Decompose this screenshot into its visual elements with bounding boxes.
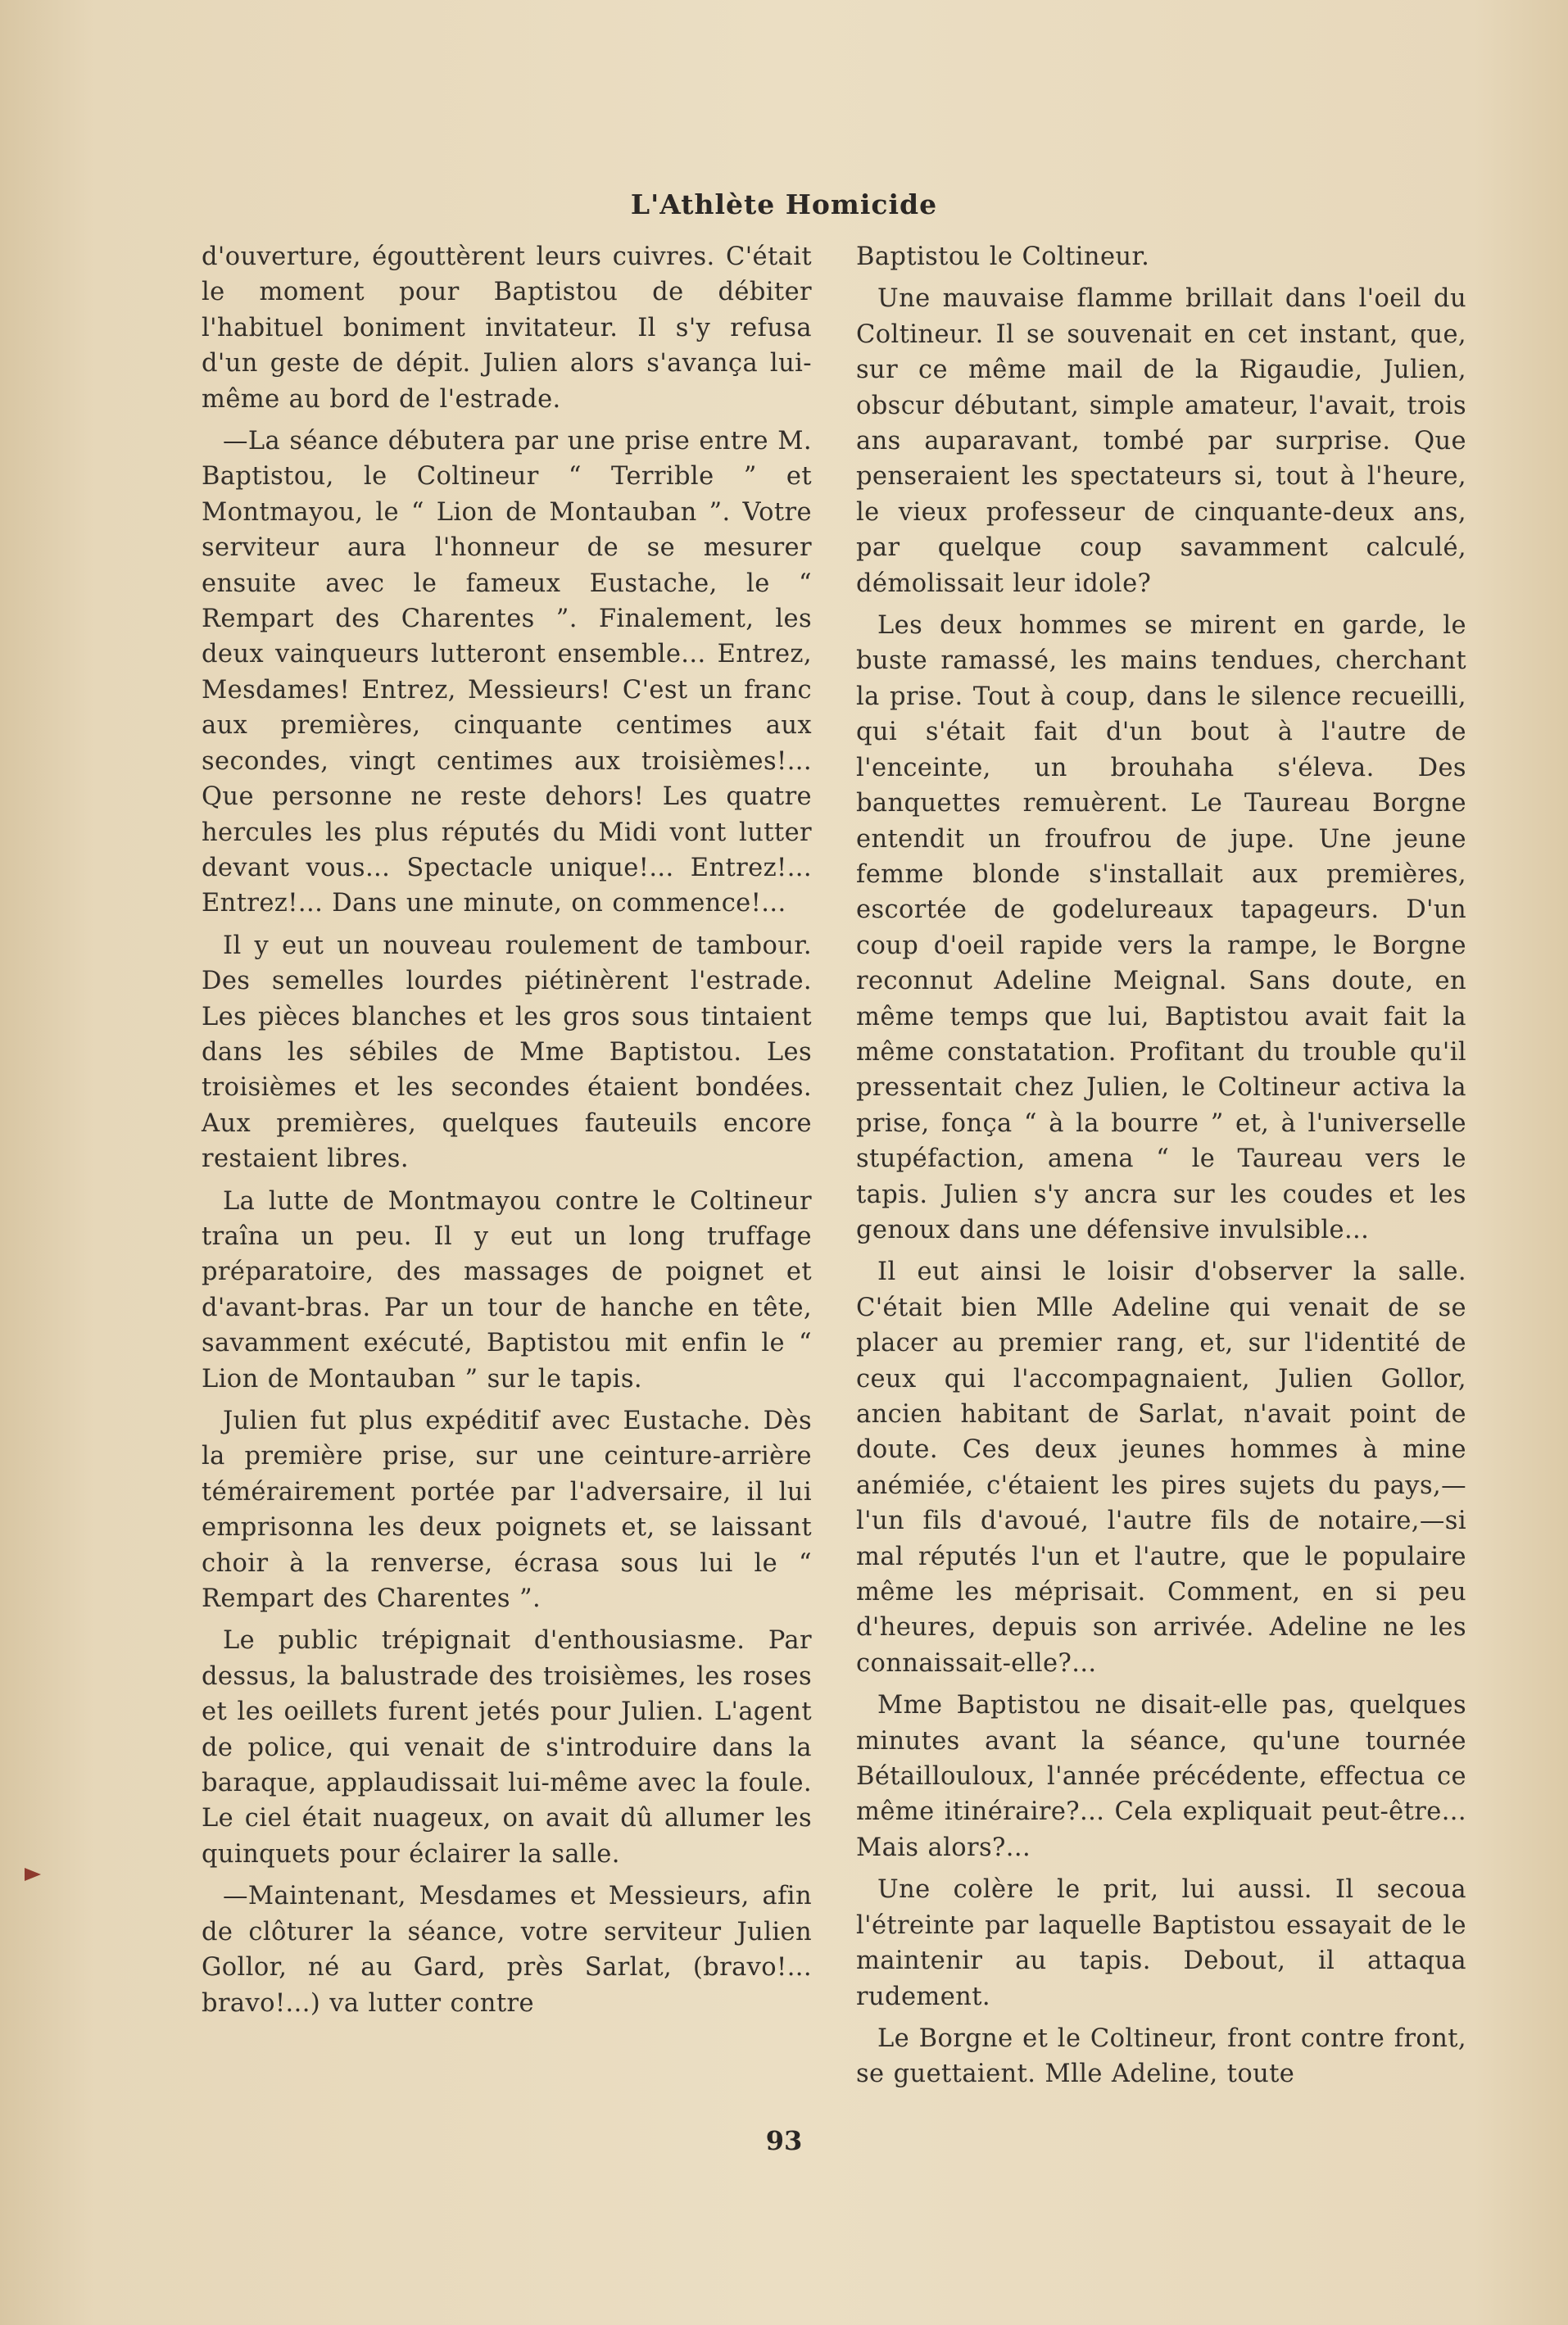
left-column [202, 239, 812, 2028]
paragraph: Les deux hommes se mirent en garde, le buste ramassé, les mains tendues, cherchant la prise. Tout à coup, dans le silence recueilli, qui s'était fait d'un bout à l'autre de l'enceinte, un brouhaha s'éleva. Des banquettes remuèrent. Le Taureau Borgne entendit un froufrou de jupe. Une jeune femme blonde s'installait aux premières, escortée de godelureaux tapageurs. D'un coup d'oeil rapide vers la rampe, le Borgne reconnut Adeline Meignal. Sans doute, en même temps que lui, Baptistou avait fait la même constatation. Profitant du trouble qu'il pressentait chez Julien, le Coltineur activa la prise, fonça “ à la bourre ” et, à l'universelle stupéfaction, amena “ le Taureau vers le tapis. Julien s'y ancra sur les coudes et les genoux dans une défensive invulsible... [856, 611, 1466, 1244]
paragraph: Mme Baptistou ne disait-elle pas, quelques minutes avant la séance, qu'une tournée Bétaillouloux, l'année précédente, effectua ce même itinéraire?... Cela expliquait peut-être... Mais alors?... [856, 1691, 1466, 1862]
paragraph: Le Borgne et le Coltineur, front contre front, se guettaient. Mlle Adeline, toute [856, 2024, 1466, 2089]
running-head: L'Athlète Homicide [630, 188, 938, 220]
paragraph: Une colère le prit, lui aussi. Il secoua l'étreinte par laquelle Baptistou essayait de le maintenir au tapis. Debout, il attaqua rudement. [856, 1875, 1466, 2011]
paragraph: Il y eut un nouveau roulement de tambour. Des semelles lourdes piétinèrent l'estrade. Les pièces blanches et les gros sous tintaient dans les sébiles de Mme Baptistou. Les troisièmes et les secondes étaient bondées. Aux premières, quelques fauteuils encore restaient libres. [202, 931, 812, 1174]
page-number: 93 [765, 2125, 803, 2156]
right-column [856, 239, 1466, 2099]
paragraph: —La séance débutera par une prise entre M. Baptistou, le Coltineur “ Terrible ” et Montmayou, le “ Lion de Montauban ”. Votre serviteur aura l'honneur de se mesurer ensuite avec le fameux Eustache, le “ Rempart des Charentes ”. Finalement, les deux vainqueurs lutteront ensemble... Entrez, Mesdames! Entrez, Messieurs! C'est un franc aux premières, cinquante centimes aux secondes, vingt centimes aux troisièmes!... Que personne ne reste dehors! Les quatre hercules les plus réputés du Midi vont lutter devant vous... Spectacle unique!... Entrez!... Entrez!... Dans une minute, on commence!... [202, 427, 812, 918]
margin-mark-icon [25, 1868, 41, 1881]
paragraph: —Maintenant, Mesdames et Messieurs, afin de clôturer la séance, votre serviteur Julien Gollor, né au Gard, près Sarlat, (bravo!... bravo!...) va lutter contre [202, 1882, 812, 2018]
paragraph: Julien fut plus expéditif avec Eustache. Dès la première prise, sur une ceinture-arrière témérairement portée par l'adversaire, il lui emprisonna les deux poignets et, se laissant choir à la renverse, écrasa sous lui le “ Rempart des Charentes ”. [202, 1407, 812, 1614]
paragraph: Une mauvaise flamme brillait dans l'oeil du Coltineur. Il se souvenait en cet instant, que, sur ce même mail de la Rigaudie, Julien, obscur débutant, simple amateur, l'avait, trois ans auparavant, tombé par surprise. Que penseraient les spectateurs si, tout à l'heure, le vieux professeur de cinquante-deux ans, par quelque coup savamment calculé, démolissait leur idole? [856, 284, 1466, 598]
paragraph: d'ouverture, égouttèrent leurs cuivres. C'était le moment pour Baptistou de débiter l'habituel boniment invitateur. Il s'y refusa d'un geste de dépit. Julien alors s'avança lui-même au bord de l'estrade. [202, 242, 812, 414]
paragraph: Baptistou le Coltineur. [856, 242, 1150, 271]
paragraph: La lutte de Montmayou contre le Coltineur traîna un peu. Il y eut un long truffage préparatoire, des massages de poignet et d'avant-bras. Par un tour de hanche en tête, savamment exécuté, Baptistou mit enfin le “ Lion de Montauban ” sur le tapis. [202, 1186, 812, 1394]
paragraph: Le public trépignait d'enthousiasme. Par dessus, la balustrade des troisièmes, les roses et les oeillets furent jetés pour Julien. L'agent de police, qui venait de s'introduire dans la baraque, applaudissait lui-même avec la foule. Le ciel était nuageux, on avait dû allumer les quinquets pour éclairer la salle. [202, 1626, 812, 1869]
paragraph: Il eut ainsi le loisir d'observer la salle. C'était bien Mlle Adeline qui venait de se placer au premier rang, et, sur l'identité de ceux qui l'accompagnaient, Julien Gollor, ancien habitant de Sarlat, n'avait point de doute. Ces deux jeunes hommes à mine anémiée, c'étaient les pires sujets du pays,—l'un fils d'avoué, l'autre fils de notaire,—si mal réputés l'un et l'autre, que le populaire même les méprisait. Comment, en si peu d'heures, depuis son arrivée. Adeline ne les connaissait-elle?... [856, 1258, 1466, 1678]
